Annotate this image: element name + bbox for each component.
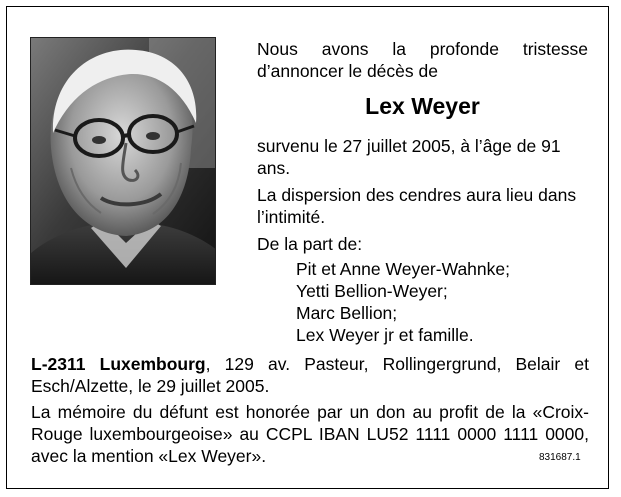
- deceased-name: Lex Weyer: [365, 93, 480, 119]
- family-member: Yetti Bellion-Weyer;: [296, 281, 448, 301]
- place-address: , 129 av. Pasteur, Rollingergrund, Belair et Esch/Alzette, le 29 juillet 2005.: [31, 354, 589, 396]
- death-date-text: survenu le 27 juillet 2005, à l’âge de 91 ans.: [257, 136, 561, 178]
- family-member: Lex Weyer jr et famille.: [296, 325, 474, 345]
- donation-text: La mémoire du défunt est honorée par un don au profit de la «Croix-Rouge luxembourgeoise» au CCPL IBAN LU52 1111 0000 1111 0000, avec la mention «Lex Weyer».: [31, 402, 589, 466]
- ceremony-text: La dispersion des cendres aura lieu dans l’intimité.: [257, 185, 577, 227]
- place-city: L-2311 Luxembourg: [31, 354, 206, 374]
- place-date-text: [31, 353, 589, 397]
- portrait-photo: [30, 37, 216, 285]
- intro-line-2: d’annoncer le décès de: [257, 61, 438, 81]
- portrait-icon: [31, 38, 216, 285]
- intro-text: [257, 38, 588, 82]
- family-member: Pit et Anne Weyer-Wahnke;: [296, 259, 510, 279]
- family-list: [296, 258, 510, 346]
- intro-line-1: Nous avons la profonde tristesse: [257, 39, 588, 59]
- family-member: Marc Bellion;: [296, 303, 398, 323]
- reference-number: 831687.1: [539, 452, 581, 463]
- from-label: De la part de:: [257, 234, 363, 254]
